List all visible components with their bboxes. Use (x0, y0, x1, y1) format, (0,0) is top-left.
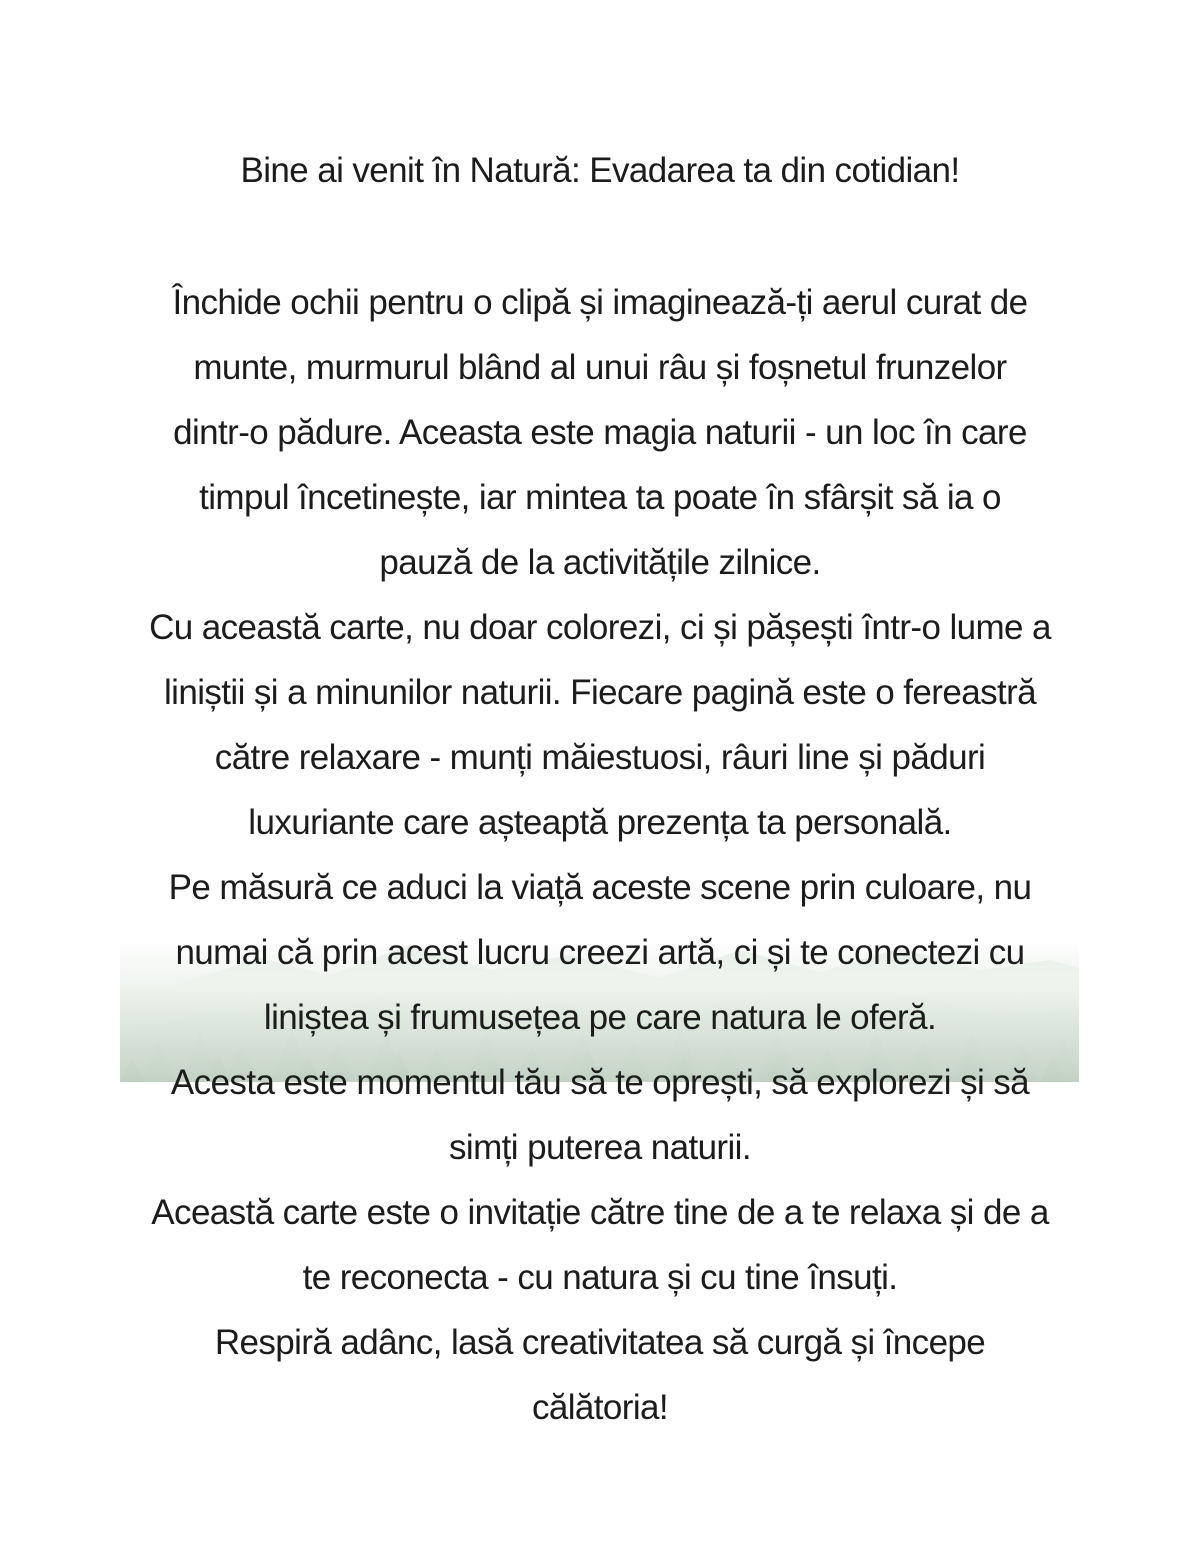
paragraph-5: Această carte este o invitație către tine de a te relaxa și de a te reconecta - cu natura și cu tine însuți. (151, 1193, 1049, 1297)
paragraph-4: Acesta este momentul tău să te oprești, să explorezi și să simți puterea naturii. (170, 1063, 1030, 1167)
paragraph-6: Respiră adânc, lasă creativitatea să curgă și începe călătoria! (214, 1323, 986, 1427)
paragraph-3: Pe măsură ce aduci la viață aceste scene prin culoare, nu numai că prin acest lucru creezi artă, ci și te conectezi cu liniștea și frumusețea pe care natura le oferă. (168, 868, 1032, 1037)
paragraph-2: Cu această carte, nu doar colorezi, ci și pășești într-o lume a liniștii și a minunilor naturii. Fiecare pagină este o fereastră către relaxare - munți măiestuosi, râuri line și păduri luxuriante care așteaptă prezența ta personală. (149, 608, 1051, 842)
page-title: Bine ai venit în Natură: Evadarea ta din cotidian! (240, 151, 960, 190)
page-content (100, 138, 1100, 1440)
paragraph-1: Închide ochii pentru o clipă și imaginează-ți aerul curat de munte, murmurul blând al unui râu și foșnetul frunzelor dintr-o pădure. Aceasta este magia naturii - un loc în care timpul încetinește, iar mintea ta poate în sfârșit să ia o pauză de la activitățile zilnice. (172, 283, 1028, 582)
